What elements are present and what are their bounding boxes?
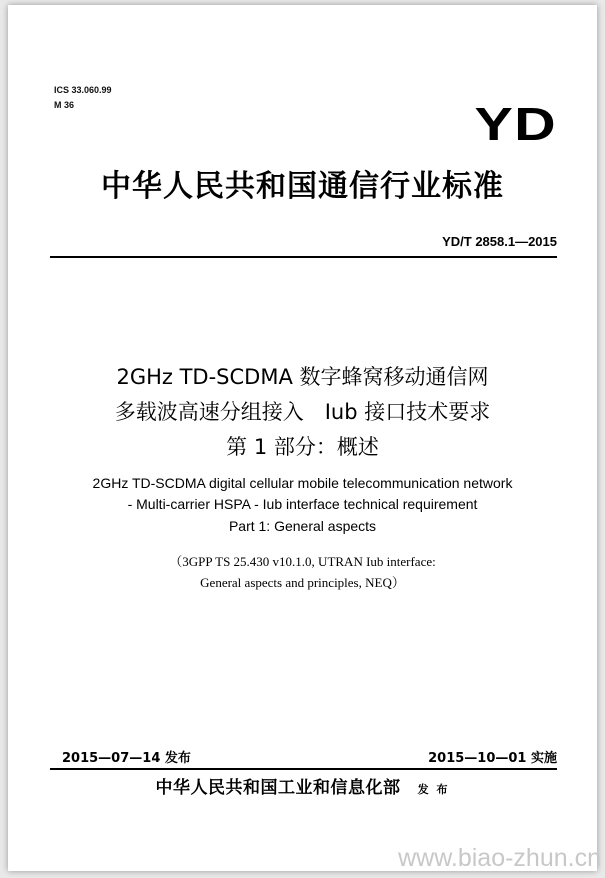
- en-title-line-3: Part 1: General aspects: [228, 518, 377, 534]
- implementation-date: 2015—10—01 实施: [428, 751, 557, 766]
- category-code: M 36: [54, 100, 75, 110]
- reference-line-2: General aspects and principles, NEQ）: [200, 575, 405, 590]
- publisher-line: [8, 773, 597, 798]
- publisher-action: 发 布: [417, 783, 450, 796]
- reference-line-1: （3GPP TS 25.430 v10.1.0, UTRAN Iub interface:: [169, 554, 436, 569]
- header-divider: [50, 256, 557, 258]
- watermark: www.biao-zhun.cn: [398, 844, 601, 872]
- publisher-name: 中华人民共和国工业和信息化部: [155, 778, 401, 798]
- standard-title: 中华人民共和国通信行业标准: [101, 169, 504, 204]
- footer-divider: [50, 768, 557, 770]
- en-title-line-1: 2GHz TD-SCDMA digital cellular mobile telecommunication network: [92, 475, 513, 491]
- en-title-line-2: - Multi-carrier HSPA - Iub interface technical requirement: [127, 496, 478, 512]
- cn-title-line-3: 第 1 部分：概述: [226, 435, 379, 459]
- standard-number: YD/T 2858.1—2015: [442, 234, 557, 249]
- cn-title-line-2: 多载波高速分组接入 Iub 接口技术要求: [114, 400, 491, 424]
- classification-block: [54, 83, 112, 113]
- cn-title-line-1: 2GHz TD-SCDMA 数字蜂窝移动通信网: [116, 365, 489, 389]
- document-cover-page: [8, 5, 597, 871]
- issue-date: 2015—07—14 发布: [62, 751, 191, 766]
- ics-code: ICS 33.060.99: [54, 85, 112, 95]
- yd-logo: YD: [474, 98, 557, 150]
